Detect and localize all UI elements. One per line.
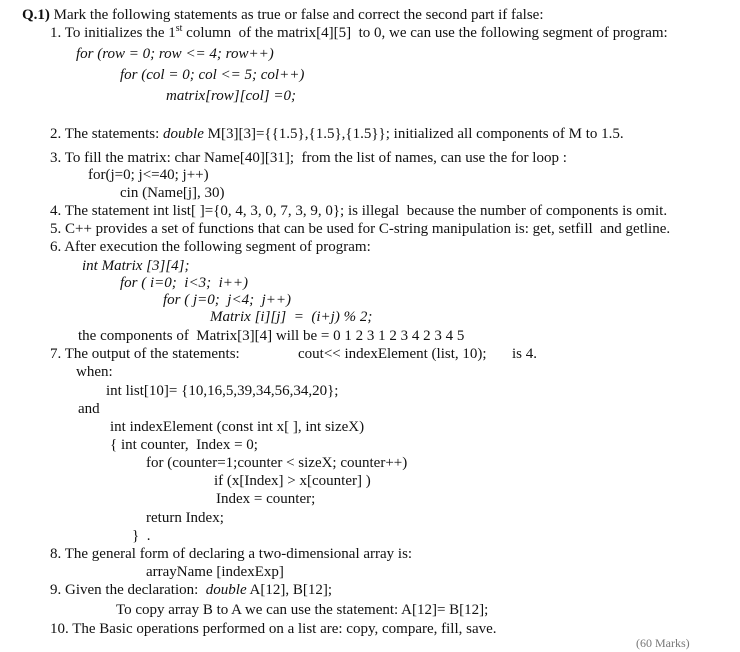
statement-number: 2.	[50, 126, 62, 142]
question-header	[22, 6, 544, 24]
statement-7	[50, 345, 240, 363]
expected-output: is 4.	[512, 346, 538, 362]
code-line: matrix[row][col] =0;	[166, 88, 296, 104]
question-label: Q.1)	[22, 7, 50, 23]
statement-text: To fill the matrix: char Name[40][31]; from the list of names, can use the for loop :	[64, 150, 567, 166]
type-keyword: double	[205, 582, 247, 598]
statement-9	[50, 581, 332, 599]
statement-6	[50, 238, 371, 256]
code-line: return Index;	[146, 510, 224, 526]
when-label: when:	[76, 364, 113, 380]
statement-text: A[12], B[12];	[246, 582, 333, 598]
code-line: { int counter, Index = 0;	[110, 437, 258, 453]
statement-8	[50, 545, 412, 563]
statement-text: To initializes the 1	[64, 25, 176, 41]
code-line: for (counter=1;counter < sizeX; counter++)	[146, 455, 408, 471]
type-keyword: double	[163, 126, 204, 142]
statement-number: 1.	[50, 25, 62, 41]
statement-text: The Basic operations performed on a list are: copy, compare, fill, save.	[72, 621, 497, 637]
statement-3	[50, 149, 567, 167]
statement-number: 8.	[50, 546, 62, 562]
statement-5	[50, 220, 670, 238]
code-line: if (x[Index] > x[counter] )	[214, 473, 371, 489]
statement-text: The output of the statements:	[64, 346, 240, 362]
code-line: Matrix [i][j] = (i+j) % 2;	[210, 309, 373, 325]
code-line: for ( i=0; i<3; i++)	[120, 275, 248, 291]
statement-text: The general form of declaring a two-dimensional array is:	[64, 546, 413, 562]
marks-label: (60 Marks)	[636, 636, 690, 650]
code-line: for ( j=0; j<4; j++)	[163, 292, 291, 308]
statement-text: The statements:	[64, 126, 164, 142]
code-line: int list[10]= {10,16,5,39,34,56,34,20};	[106, 383, 339, 399]
code-line: arrayName [indexExp]	[146, 564, 284, 580]
statement-number: 6.	[50, 239, 62, 255]
code-line: Index = counter;	[216, 491, 316, 507]
statement-number: 4.	[50, 203, 62, 219]
statement-number: 3.	[50, 150, 62, 166]
result-line: the components of Matrix[3][4] will be = 0 1 2 3 1 2 3 4 2 3 4 5	[78, 328, 465, 344]
code-line: int Matrix [3][4];	[82, 258, 190, 274]
statement-1	[50, 24, 668, 42]
statement-text: M[3][3]={{1.5},{1.5},{1.5}}; initialized all components of M to 1.5.	[203, 126, 624, 142]
ordinal-suffix: st	[175, 23, 183, 34]
question-instruction: Mark the following statements as true or false and correct the second part if false:	[53, 7, 544, 23]
statement-number: 10.	[50, 621, 69, 637]
statement-text: Given the declaration:	[65, 582, 206, 598]
and-label: and	[78, 401, 100, 417]
code-line: for (row = 0; row <= 4; row++)	[76, 46, 274, 62]
code-line: for(j=0; j<=40; j++)	[88, 167, 209, 183]
statement-text: C++ provides a set of functions that can be used for C-string manipulation is: get, setfill and getline.	[65, 221, 671, 237]
statement-2	[50, 125, 624, 143]
statement-4	[50, 202, 667, 220]
code-line: int indexElement (const int x[ ], int sizeX)	[110, 419, 365, 435]
cout-expression: cout<< indexElement (list, 10);	[298, 346, 487, 362]
statement-number: 9.	[50, 582, 62, 598]
code-line: } .	[132, 528, 151, 544]
code-line: for (col = 0; col <= 5; col++)	[120, 67, 305, 83]
statement-number: 7.	[50, 346, 62, 362]
code-line: cin (Name[j], 30)	[120, 185, 225, 201]
statement-text: column of the matrix[4][5] to 0, we can use the following segment of program:	[182, 25, 668, 41]
code-line: To copy array B to A we can use the statement: A[12]= B[12];	[116, 602, 489, 618]
statement-number: 5.	[50, 221, 62, 237]
statement-10	[50, 620, 497, 638]
statement-text: The statement int list[ ]={0, 4, 3, 0, 7, 3, 9, 0}; is illegal because the number of components is omit.	[64, 203, 668, 219]
statement-text: After execution the following segment of program:	[64, 239, 371, 255]
